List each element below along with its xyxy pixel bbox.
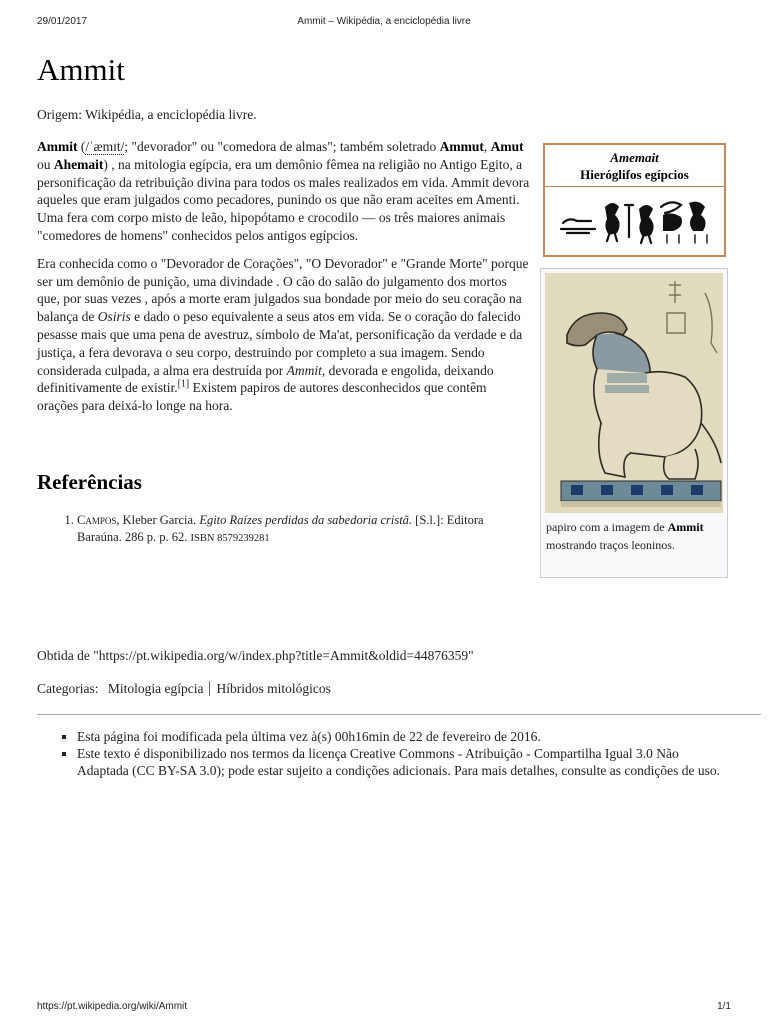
print-url: https://pt.wikipedia.org/wiki/Ammit: [37, 1001, 188, 1012]
term-ahemait: Ahemait: [53, 156, 104, 172]
hieroglyphs-image: [555, 197, 720, 247]
page-title: Ammit: [37, 52, 125, 87]
image-thumbnail[interactable]: [540, 268, 728, 578]
ref-title: Egito Raízes perdidas da sabedoria cristã.: [199, 513, 413, 527]
categories-bar: [37, 681, 331, 697]
footer-info: [37, 728, 727, 779]
term-ammut: Ammut: [439, 139, 484, 154]
reference-link[interactable]: [1]: [177, 378, 190, 390]
papyrus-ammit-image[interactable]: [545, 273, 723, 513]
references-list: [37, 512, 517, 547]
paragraph-devourer: Era conhecida como o "Devorador de Corações", "O Devorador" e "Grande Morte" porque ser um demônio de punição, uma divindade . O cão do salão do julgamento dos mortos que, por suas vezes , após a morte eram julgados sua bondade por meio do seu coração na balança de Osiris e dado o peso equivalente a seus atos em vida. Se o coração do falecido pesasse mais que uma pena de avestruz, símbolo de Ma'at, personificação da verdade e da justiça, a fera devorava o seu corpo, destruindo por completo a sua imagem. Sendo considerada culpada, a alma era destruída por Ammit, devorada e engolida, deixando definitivamente de existir.[1] Existem papiros de autores desconhecidos que contêm orações para deixá-lo longe na hora.: [37, 255, 529, 414]
infobox-name: Amemait: [610, 150, 659, 165]
paragraph-intro: Ammit (/ˈæmɪt/; "devorador" ou "comedora de almas"; também soletrado Ammut, Amut ou Ahemait) , na mitologia egípcia, era um demônio fêmea na religião no Antigo Egito, a personificação da retribuição divina para todos os males realizados em vida. Ammit devora aqueles que eram julgados como pecadores, punindo os que não eram aceites em Amenti. Uma fera com corpo misto de leão, hipopótamo e crocodilo — os três maiores animais "comedores de homens" conhecidos pelos antigos egípcios.: [37, 139, 530, 243]
print-date: 29/01/2017: [37, 16, 88, 27]
link-osiris[interactable]: Osiris: [97, 309, 131, 325]
footer-item-license: ▪ Este texto é disponibilizado nos termos da licença Creative Commons - Atribuição - Compartilha Igual 3.0 Não Adaptada (CC BY-SA 3.0); pode estar sujeito a condições adicionais. Para mais detalhes, consulte as condições de uso.: [77, 745, 727, 779]
category-separator: [209, 681, 210, 696]
footer-item-modified: ▪ Esta página foi modificada pela última vez à(s) 00h16min de 22 de fevereiro de 2016.: [77, 728, 727, 745]
retrieved-from[interactable]: Obtida de "https://pt.wikipedia.org/w/index.php?title=Ammit&oldid=44876359": [37, 648, 474, 663]
reference-item: 1. Campos, Kleber Garcia. Egito Raízes perdidas da sabedoria cristã. [S.l.]: Editora Baraúna. 286 p. p. 62. ISBN 8579239281: [77, 512, 517, 547]
print-title: Ammit – Wikipédia, a enciclopédia livre: [297, 16, 471, 27]
footer-divider: [37, 714, 761, 715]
print-header: [37, 16, 731, 30]
categories-label: Categorias:: [37, 681, 99, 696]
origin-line: Origem: Wikipédia, a enciclopédia livre.: [37, 107, 257, 122]
print-page-number: 1/1: [717, 1001, 731, 1012]
references-heading: Referências: [37, 470, 142, 494]
term-ammit-italic: Ammit: [286, 362, 322, 378]
term-ammit: Ammit: [37, 139, 78, 154]
ref-author-surname: Campos: [77, 513, 117, 527]
category-link[interactable]: Mitologia egípcia: [107, 681, 204, 696]
article-body: [37, 138, 531, 425]
infobox-divider: [545, 186, 724, 187]
category-link[interactable]: Híbridos mitológicos: [216, 681, 331, 696]
infobox-subtitle: Hieróglifos egípcios: [580, 167, 689, 182]
thumbnail-caption: papiro com a imagem de Ammit mostrando traços leoninos.: [546, 520, 704, 552]
caption-ammit-link[interactable]: Ammit: [667, 520, 704, 534]
term-amut: Amut: [490, 139, 524, 154]
infobox-hieroglyphs: [543, 143, 726, 257]
ref-isbn-link[interactable]: ISBN 8579239281: [190, 533, 270, 544]
print-footer: [37, 1001, 731, 1015]
ipa-pronunciation[interactable]: /ˈæmɪt/: [85, 139, 125, 154]
